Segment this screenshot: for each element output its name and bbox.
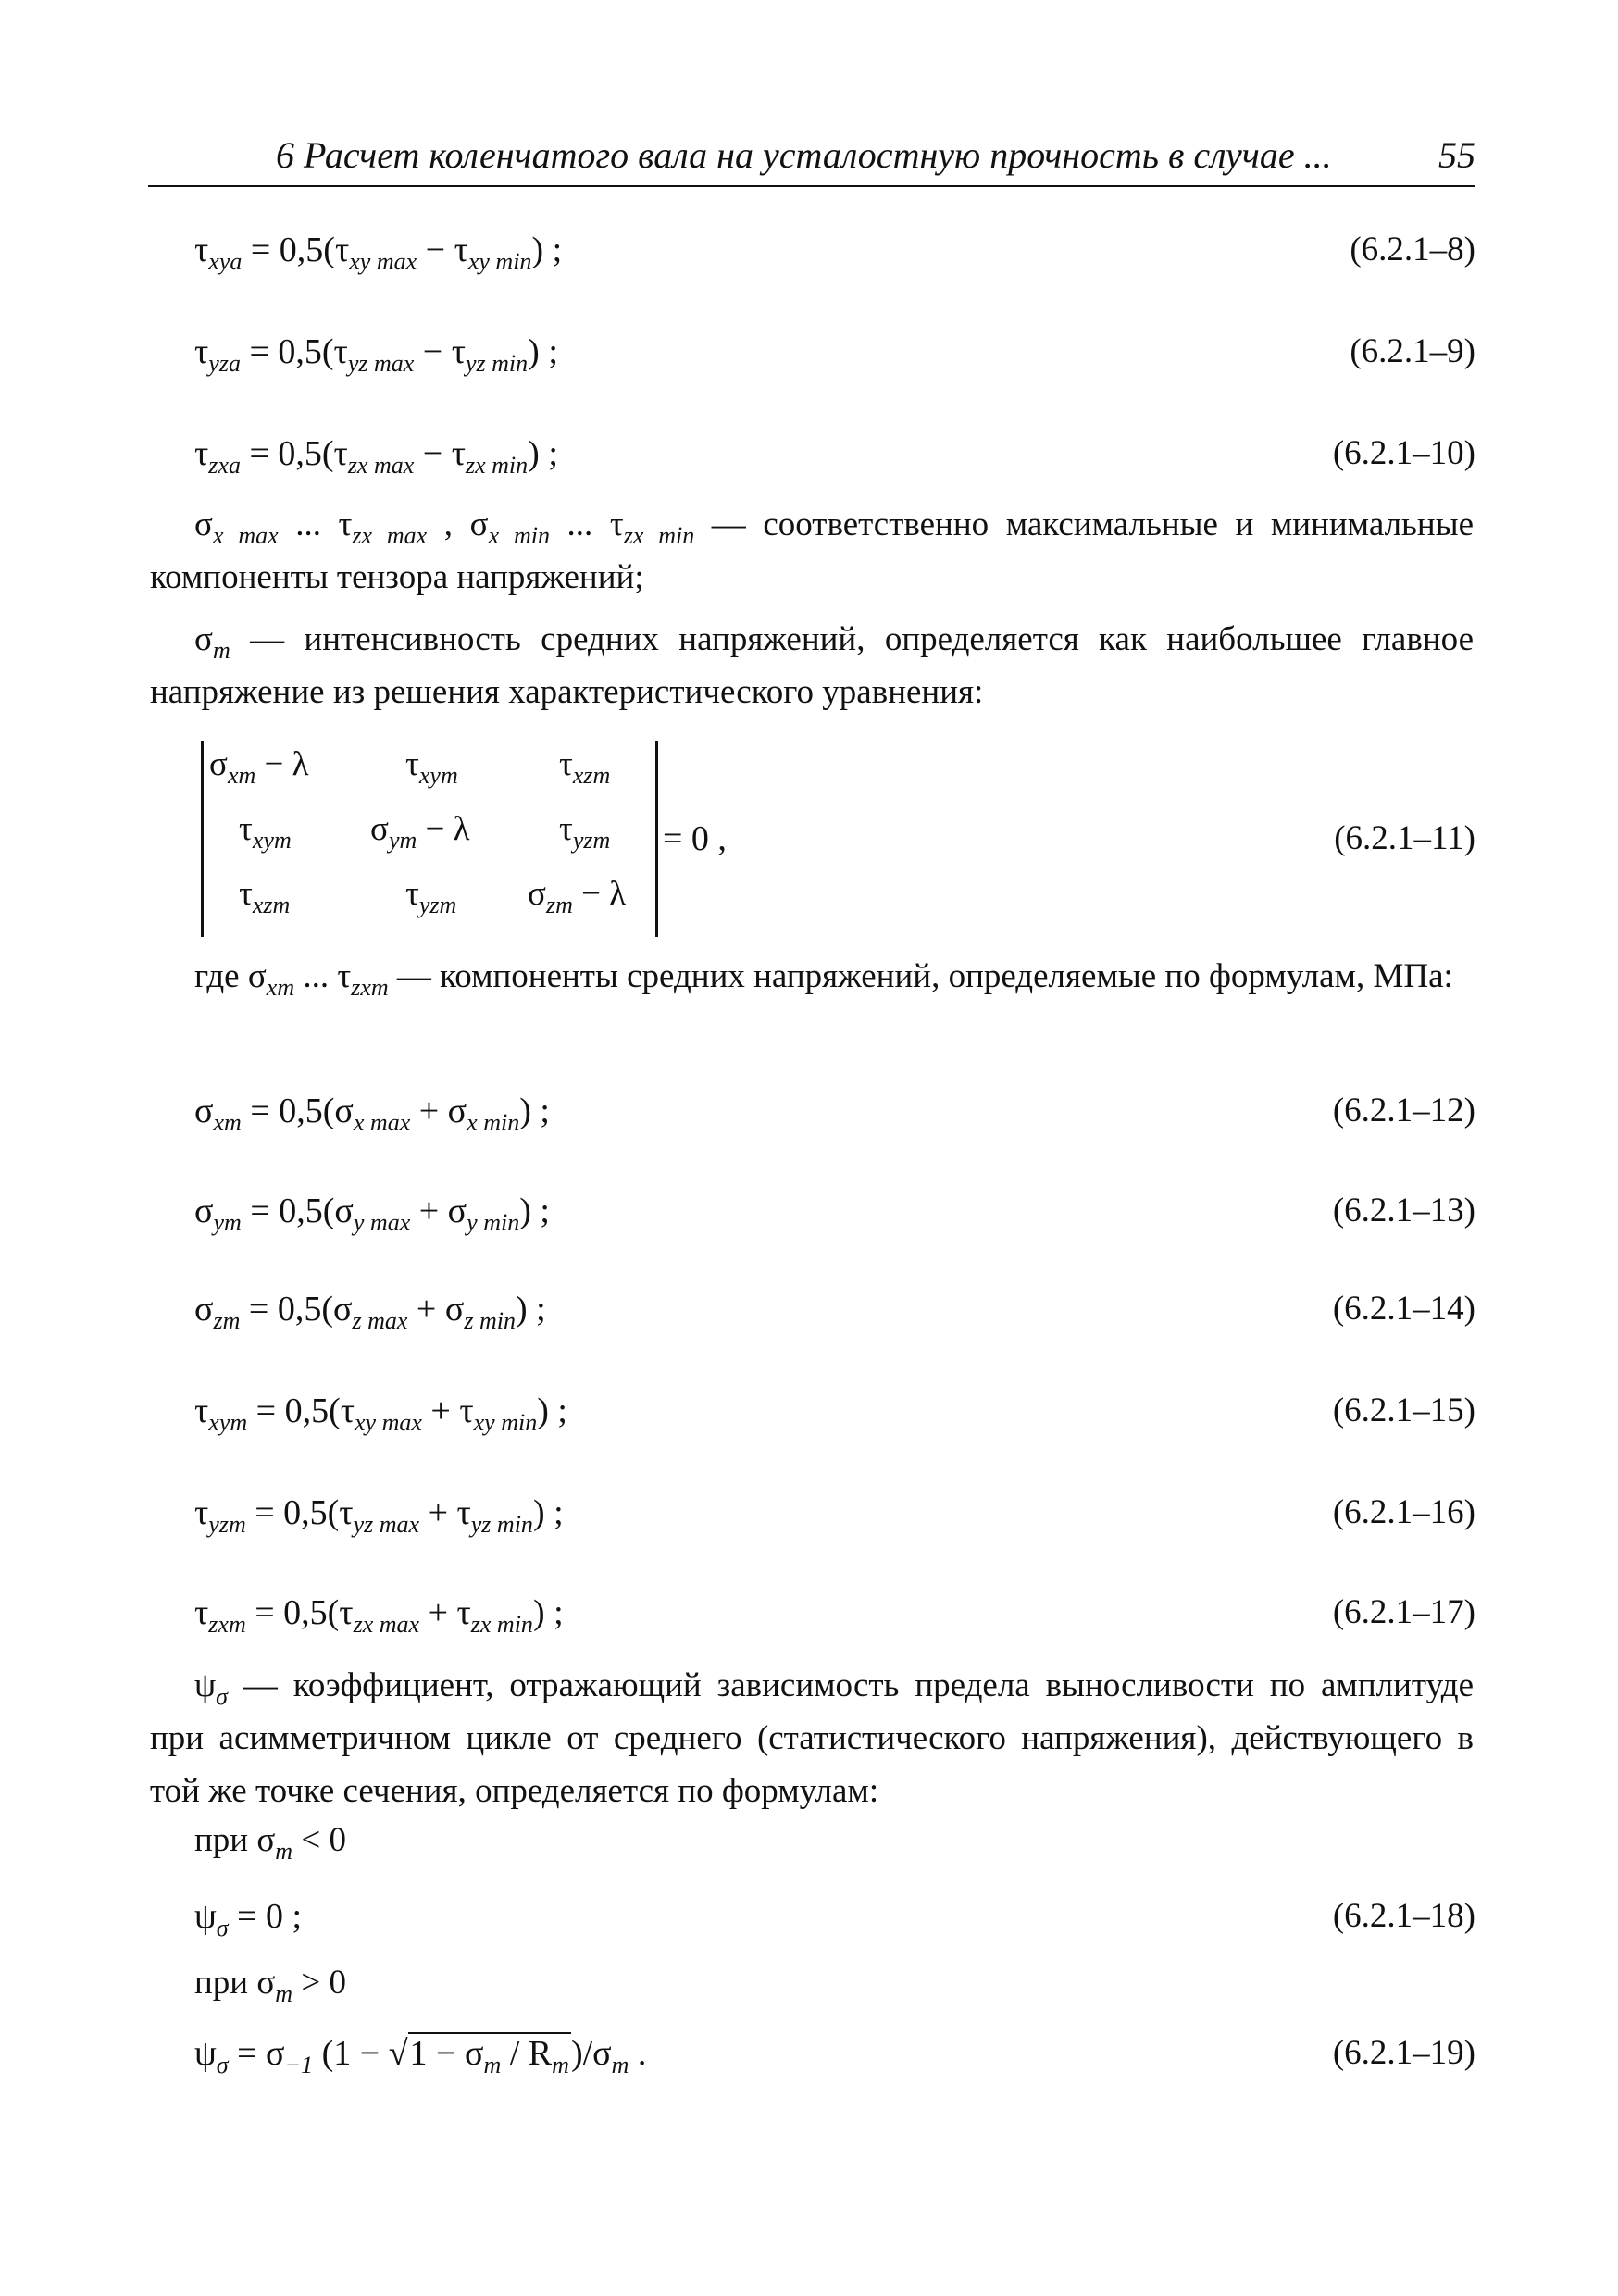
matrix-cell: $\sigma_{zm} - \lambda$ [528, 875, 627, 919]
equation-6-2-1-14: $\sigma_{zm} = 0,5(\sigma_{z max} + \sigma_{z min})$ ; [194, 1290, 546, 1335]
equation-6-2-1-19: $\psi_\sigma = \sigma_{-1}$ $(1 - √1 - \sigma_m / R_m)/\sigma_m$ . [194, 2034, 647, 2079]
equation-number: (6.2.1–16) [1332, 1493, 1475, 1531]
equation-number: (6.2.1–10) [1332, 434, 1475, 472]
page-number: 55 [1438, 134, 1475, 176]
equation-6-2-1-17: $\tau_{zxm} = 0,5(\tau_{zx max} + \tau_{zx min})$ ; [194, 1593, 564, 1639]
matrix-cell: $\tau_{yzm}$ [559, 810, 611, 855]
equation-6-2-1-15: $\tau_{xym} = 0,5(\tau_{xy max} + \tau_{xy min})$ ; [194, 1391, 567, 1437]
equation-number: (6.2.1–17) [1332, 1593, 1475, 1631]
equation-6-2-1-8: $\tau_{xya} = 0,5(\tau_{xy max} - \tau_{xy min})$ ; [194, 231, 563, 276]
paragraph-psi-coefficient: $\psi_\sigma$ — коэффициент, отражающий зависимость предела выносливости по амплитуде при асимметричном цикле от среднего (статистического напряжения), действующего в той же точке сечения, определяется по формулам: [150, 1666, 1474, 1810]
radicand: $1 - \sigma_m / R_m$ [409, 2034, 569, 2079]
condition-positive: при $\sigma_m > 0$ [194, 1964, 346, 2008]
matrix-cell: $\tau_{xzm}$ [239, 875, 291, 919]
matrix-cell: $\tau_{xzm}$ [559, 745, 611, 790]
matrix-cell: $\sigma_{xm} - \lambda$ [209, 745, 309, 790]
paragraph-stress-components: $\sigma_{x max}$ ... $\tau_{zx max}$ , $\sigma_{x min}$ ... $\tau_{zx min}$ — соответственно максимальные и минимальные компоненты тензора напряжений; [150, 505, 1474, 596]
equation-number: (6.2.1–12) [1332, 1092, 1475, 1129]
paragraph-mean-components: где $\sigma_{xm}$ ... $\tau_{zxm}$ — компоненты средних напряжений, определяемые по формулам, МПа: [194, 957, 1453, 1002]
equation-6-2-1-18: $\psi_\sigma = 0$ ; [194, 1897, 303, 1942]
determinant-rhs: = 0 , [663, 819, 727, 858]
equation-number: (6.2.1–19) [1332, 2034, 1475, 2072]
equation-6-2-1-13: $\sigma_{ym} = 0,5(\sigma_{y max} + \sigma_{y min})$ ; [194, 1192, 550, 1237]
matrix-cell: $\sigma_{ym} - \lambda$ [370, 810, 470, 855]
running-header [148, 131, 1475, 187]
square-root-icon: √ [388, 2034, 408, 2073]
equation-number: (6.2.1–13) [1332, 1192, 1475, 1229]
equation-number: (6.2.1–8) [1350, 231, 1475, 268]
equation-number: (6.2.1–18) [1332, 1897, 1475, 1935]
equation-number: (6.2.1–15) [1332, 1391, 1475, 1429]
equation-number: (6.2.1–9) [1350, 332, 1475, 370]
equation-6-2-1-16: $\tau_{yzm} = 0,5(\tau_{yz max} + \tau_{yz min})$ ; [194, 1493, 564, 1539]
equation-number: (6.2.1–11) [1334, 819, 1475, 857]
header-title: 6 Расчет коленчатого вала на усталостную прочность в случае ... [276, 134, 1332, 176]
equation-6-2-1-12: $\sigma_{xm} = 0,5(\sigma_{x max} + \sigma_{x min})$ ; [194, 1092, 550, 1137]
matrix-cell: $\tau_{xym}$ [239, 810, 292, 855]
paragraph-mean-stress-intensity: $\sigma_m$ — интенсивность средних напряжений, определяется как наибольшее главное напряжение из решения характеристического уравнения: [150, 620, 1474, 711]
equation-6-2-1-9: $\tau_{yza} = 0,5(\tau_{yz max} - \tau_{yz min})$ ; [194, 332, 558, 378]
matrix-cell: $\tau_{yzm}$ [405, 875, 457, 919]
equation-6-2-1-10: $\tau_{zxa} = 0,5(\tau_{zx max} - \tau_{zx min})$ ; [194, 434, 558, 480]
condition-negative: при $\sigma_m < 0$ [194, 1821, 346, 1866]
equation-number: (6.2.1–14) [1332, 1290, 1475, 1328]
matrix-cell: $\tau_{xym}$ [405, 745, 458, 790]
characteristic-determinant [201, 741, 658, 937]
